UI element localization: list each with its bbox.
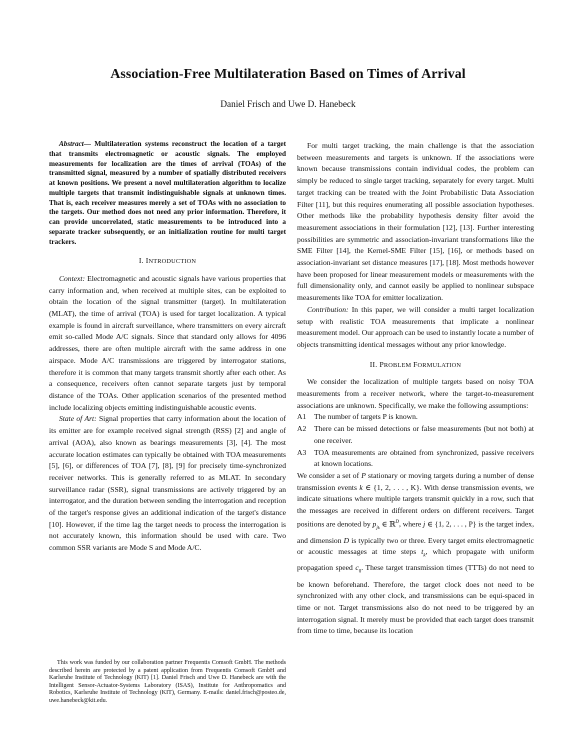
math-subscript: k (423, 553, 426, 559)
math-symbol: p (372, 519, 377, 529)
section-rest: ROBLEM (383, 361, 414, 369)
text-run: , which propagate with uniform propagation speed (297, 547, 534, 573)
assumption-text: The number of targets P is known. (314, 412, 418, 422)
intro-context-paragraph (49, 273, 286, 413)
right-column (297, 140, 534, 637)
section-number: I. (138, 256, 146, 266)
intro-state-of-art-paragraph (49, 413, 286, 553)
assumption-text: TOA measurements are obtained from synchronized, passive receivers at known locations. (314, 447, 534, 469)
text-run: We consider a set of (297, 470, 362, 480)
assumption-tag: A2 (297, 424, 307, 434)
context-text: Electromagnetic and acoustic signals have various properties that carry information and, when received at multiple sites, can be exploited to obtain the location of the signal transmitter (target). In multilateration (MLAT), the time of arrival (TOA) is used for target localization. A typical example is found in aircraft surveillance, where transmitters on every aircraft emit so-called Mode A/C signals. Since that standard only allows for 4096 addresses, there are often multiple aircraft with the same address in one airspace. Mode A/C transmissions are triggered by interrogator stations, therefore it is common that many targets transmit shortly after each other. As a consequence, receivers often cannot separate targets just by temporal distance of the TOAs. Other application scenarios of the presented method include localizing objects emitting indistinguishable acoustic events. (49, 273, 286, 412)
paper-authors: Daniel Frisch and Uwe D. Hanebeck (220, 99, 356, 109)
paper-title: Association-Free Multilateration Based on Times of Arrival (110, 66, 466, 81)
math-set: ∈ {1, 2, . . . , P} (425, 519, 477, 529)
problem-intro-paragraph: We consider the localization of multiple targets based on noisy TOA measurements from a receiver network, where the target-to-measurement associations are unknown. Specifically, we make the following assumptions: (297, 377, 534, 410)
math-superscript: D (395, 519, 399, 525)
section-heading-introduction (49, 255, 286, 268)
state-of-art-text: Signal properties that carry information about the location of its emitter are for example received signal strength (RSS) [2] and angle of arrival (AOA), also known as bearings measurements [3], [4]. The most accurate location estimates can typically be obtained with TOA measurements [5], [6], or differences of TOA [7], [8], [9] for precisely time-synchronized receiver networks. This is generally referred to as MLAT. In secondary surveillance radar (SSR), signal transmissions are actively triggered by an interrogator, and the duration between sending the interrogation and reception of the target's response gives an additional indication of the target's distance [10]. However, if the time lag the target needs to process the interrogation is not accurately known, this information should be used with care. Two common SSR variants are Mode S and Mode A/C. (49, 414, 286, 553)
math-subscript: 0 (358, 569, 362, 575)
assumption-a1 (297, 411, 534, 423)
text-run: , where (399, 519, 424, 529)
section-rest: NTRODUCTION (148, 258, 197, 266)
abstract (49, 140, 286, 247)
math-symbol: c (355, 563, 359, 573)
section-number: II. (369, 359, 380, 369)
text-run: is the target index, and dimension (297, 519, 534, 545)
math-symbol: k (359, 482, 363, 492)
footnote (49, 660, 286, 706)
section-rest: ORMULATION (417, 361, 462, 369)
math-subscript: j (376, 525, 378, 531)
section-heading-problem-formulation (297, 359, 534, 372)
left-column (49, 140, 286, 554)
math-symbol: j (423, 519, 426, 529)
section-cap: I (145, 256, 149, 266)
section-cap: F (413, 359, 418, 369)
context-label: Context: (59, 273, 85, 283)
assumption-text: There can be missed detections or false measurements (but not both) at one receiver. (314, 424, 534, 445)
state-of-art-label: State of Art: (59, 414, 97, 424)
contribution-label: Contribution: (307, 304, 349, 314)
math-symbol: t (421, 547, 424, 557)
math-subscript: k (377, 524, 380, 530)
text-run: stationary or moving targets during a number of dense transmission events (297, 470, 534, 492)
section-cap: P (379, 359, 384, 369)
text-run: . These target transmission times (TTTs) do not need to be known beforehand. Therefore, the target clock does not need to be synchronized with any other clock, and transmissions can be equi-spaced in time or not. Target transmissions also do not need to be triggered by an interrogation signal. It merely must be provided that each target does transmit from time to time, because its location (297, 563, 534, 636)
text-run: . With dense transmission events, we indicate situations where multiple targets transmit quickly in a row, such that the messages are received in different orders on different receivers. Target positions are denoted by (297, 482, 534, 529)
assumption-tag: A1 (297, 412, 307, 422)
text-run: is typically two or three. Every target emits electromagnetic or acoustic messages at time steps (297, 535, 534, 557)
math-set: ∈ ℝ (379, 519, 396, 529)
contribution-text: In this paper, we will consider a multi target localization setup with realistic TOA measurements that implicate a nonlinear measurement model. Our approach can be used to instantly locate a number of objects transmitting identical messages without any prior knowledge. (297, 304, 535, 349)
math-set: ∈ {1, 2, . . . , K} (362, 482, 420, 492)
multi-target-paragraph: For multi target tracking, the main challenge is that the association between measurements and targets is unknown. If the associations were known because transmissions contain individual codes, the problem can simply be reduced to single target tracking, separately for every target. Multi target tracking can be treated with the Joint Probabilistic Data Association Filter [11], but this requires enumerating all possible association hypotheses. Other methods like the probability hypothesis density filter avoid the measurement associations in their formulation [12], [13]. Further interesting possibilities are symmetric and association-invariant transformations like the SME Filter [14], the Kernel-SME Filter [15], [16], or methods based on association-invariant set distance measures [17], [18]. Most methods however have been proposed for linear measurement models or measurements with the full dimensionality only, and cannot easily be applied to nonlinear subspace measurements like TOA for emitter localization. (297, 141, 534, 303)
math-symbol: P (361, 470, 366, 480)
assumption-a3 (297, 447, 534, 470)
contribution-paragraph (297, 304, 534, 351)
math-symbol: D (343, 535, 350, 545)
footnote-text: This work was funded by our collaboration partner Frequentis Comsoft GmbH. The methods described herein are protected by a patent application from Frequentis Comsoft GmbH and Karlsruhe Institute of Technology (KIT) [1]. Daniel Frisch and Uwe D. Hanebeck are with the Intelligent Sensor-Actuator-Systems Laboratory (ISAS), Institute for Anthropomatics and Robotics, Karlsruhe Institute of Technology (KIT), Germany. E-mails: daniel.frisch@posteo.de, uwe.hanebeck@kit.edu. (49, 660, 286, 704)
abstract-lead: Abstract (59, 140, 84, 148)
abstract-text: — Multilateration systems reconstruct the location of a target that transmits electromagnetic or acoustic signals. The employed measurements for localization are the times of arrival (TOAs) of the transmitted signal, measured by a number of spatially distributed receivers at known positions. We present a novel multilateration algorithm to localize multiple targets that transmit indistinguishable signals at unknown times. That is, each receiver measures merely a set of TOAs with no association to the targets. Our method does not need any prior information. Therefore, it can provide uncorrelated, static measurements to be introduced into a separate tracker subsequently, or an initialization routine for multi target trackers. (49, 140, 286, 246)
targets-paragraph (297, 470, 534, 637)
assumption-a2 (297, 423, 534, 446)
assumption-tag: A3 (297, 447, 307, 457)
